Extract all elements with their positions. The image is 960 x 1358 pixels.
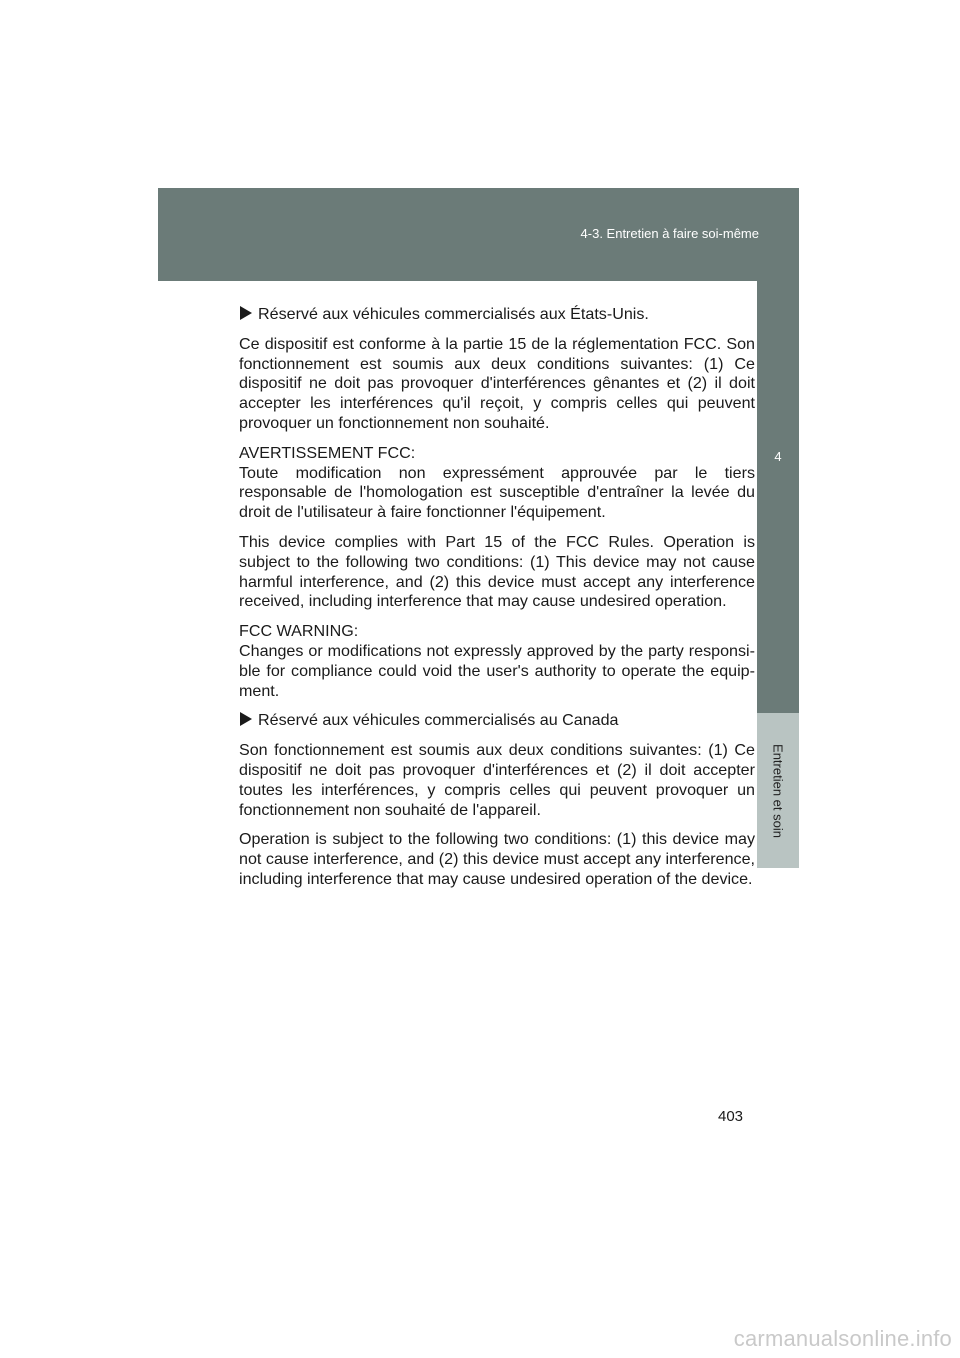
fr-warning-title: AVERTISSEMENT FCC: (239, 443, 416, 462)
chapter-tab (757, 281, 799, 713)
en-warning-block (239, 622, 755, 701)
canada-heading (239, 711, 755, 731)
en-warning-text: Changes or modifications not expressly approved by the party responsi-ble for compliance could void the user's authority to operate the equip-ment. (239, 641, 755, 700)
header-band (158, 188, 799, 281)
fr-canada-paragraph: Son fonctionnement est soumis aux deux conditions suivantes: (1) Ce dispositif ne doit pas provoquer d'interférences et (2) il doit accepter toutes les interférences, y compris celles qui peuvent provoquer un fonctionnement non souhaité de l'appareil. (239, 741, 755, 819)
en-warning-title: FCC WARNING: (239, 622, 359, 641)
us-heading (239, 305, 755, 325)
chapter-label: Entretien et soin (770, 743, 786, 838)
page-number: 403 (718, 1108, 744, 1125)
fr-fcc-paragraph: Ce dispositif est conforme à la partie 15 de la réglementation FCC. Son fonctionnement est soumis aux deux conditions suivantes: (1) Ce dispositif ne doit pas provoquer d'interférences gênantes et (2) il doit accepter les interférences qu'il reçoit, y compris celles qui peuvent provoquer un fonctionnement non souhaité. (239, 334, 755, 432)
fr-warning-block (239, 444, 755, 523)
canada-heading-text: Réservé aux véhicules commercialisés au Canada (258, 711, 619, 730)
en-canada-paragraph: Operation is subject to the following two conditions: (1) this device may not cause interference, and (2) this device must accept any interference, including interference that may cause undesired operation of the device. (239, 830, 755, 888)
en-fcc-paragraph: This device complies with Part 15 of the FCC Rules. Operation is subject to the following two conditions: (1) This device may not cause harmful interference, and (2) this device must accept any interference received, including interference that may cause undesired operation. (239, 532, 755, 611)
chapter-label-tab (757, 713, 799, 868)
triangle-right-icon (240, 306, 252, 320)
watermark: carmanualsonline.info (733, 1326, 952, 1351)
page-content (239, 305, 755, 900)
section-title: 4-3. Entretien à faire soi-même (580, 226, 759, 241)
chapter-number: 4 (774, 449, 782, 464)
fr-warning-text: Toute modification non expressément approuvée par le tiers responsable de l'homologation est susceptible d'entraîner la levée du droit de l'utilisateur à faire fonctionner l'équipement. (239, 463, 755, 522)
triangle-right-icon (240, 712, 252, 726)
us-heading-text: Réservé aux véhicules commercialisés aux États-Unis. (258, 305, 649, 323)
